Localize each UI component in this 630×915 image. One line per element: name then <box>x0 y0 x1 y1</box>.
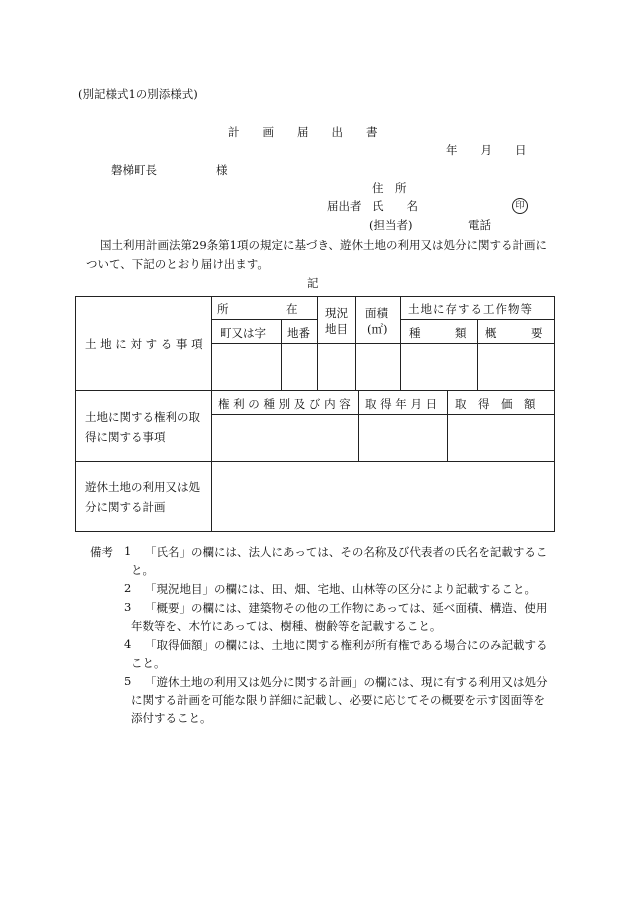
note-2-line-1: 「現況地目」の欄には、田、畑、宅地、山林等の区分により記載すること。 <box>145 582 536 596</box>
name-label: 氏 名 <box>372 199 418 213</box>
area-header-2: (㎡) <box>367 322 388 336</box>
notes-label: 備考 <box>90 545 113 559</box>
addressee: 磐梯町長 <box>111 163 157 177</box>
acquisition-price-header: 取 得 価 額 <box>455 397 536 411</box>
note-5-line-1: 「遊休土地の利用又は処分に関する計画」の欄には、現に有する利用又は処分 <box>145 675 548 689</box>
note-1-number: 1 <box>124 544 132 558</box>
land-section-label: 土 地 に 対 す る 事 項 <box>85 337 203 351</box>
note-4-line-1: 「取得価額」の欄には、土地に関する権利が所有権である場合にのみ記載する <box>145 638 548 652</box>
current-category-header-2: 地目 <box>325 322 348 336</box>
intro-line-2: ついて、下記のとおり届け出ます。 <box>86 257 269 271</box>
note-4-number: 4 <box>124 637 132 651</box>
note-5-line-2: に関する計画を可能な限り詳細に記載し、必要に応じてその概要を示す図面等を <box>131 693 545 707</box>
document-title: 計 画 届 出 書 <box>228 125 378 139</box>
plan-section-label-2: 分に関する計画 <box>85 500 166 514</box>
form-table <box>75 296 555 532</box>
ki-label: 記 <box>307 276 319 290</box>
location-header: 所 在 <box>217 302 298 316</box>
current-category-header-1: 現況 <box>325 306 348 320</box>
note-3-line-1: 「概要」の欄には、建築物その他の工作物にあっては、延べ面積、構造、使用 <box>145 601 548 615</box>
note-1-line-1: 「氏名」の欄には、法人にあっては、その名称及び代表者の氏名を記載するこ <box>145 545 548 559</box>
intro-line-1: 国土利用計画法第29条第1項の規定に基づき、遊休土地の利用又は処分に関する計画に <box>100 238 547 252</box>
rights-section-label-1: 土地に関する権利の取 <box>85 410 200 424</box>
note-5-number: 5 <box>124 674 132 688</box>
contact-label: (担当者) <box>369 218 413 232</box>
seal-mark: 印 <box>512 197 528 214</box>
area-header-1: 面積 <box>365 306 388 320</box>
note-4-line-2: こと。 <box>131 656 166 670</box>
applicant-role-label: 届出者 <box>327 199 362 213</box>
header-note: (別記様式1の別添様式) <box>78 87 198 101</box>
note-1-line-2: と。 <box>131 563 154 577</box>
date-label: 年 月 日 <box>446 143 527 157</box>
note-5-line-3: 添付すること。 <box>131 711 212 725</box>
town-header: 町又は字 <box>220 326 266 340</box>
plan-section-label-1: 遊休土地の利用又は処 <box>85 480 200 494</box>
kind-header: 種 類 <box>409 326 467 340</box>
address-label: 住 所 <box>372 181 407 195</box>
phone-label: 電話 <box>468 218 491 232</box>
acquisition-date-header: 取 得 年 月 日 <box>365 397 438 411</box>
structures-header: 土地に存する工作物等 <box>408 302 533 316</box>
rights-kind-header: 権 利 の 種 別 及 び 内 容 <box>218 397 351 411</box>
note-2-number: 2 <box>124 581 132 595</box>
addressee-suffix: 様 <box>216 163 228 177</box>
note-3-number: 3 <box>124 600 132 614</box>
note-3-line-2: 年数等を、木竹にあっては、樹種、樹齢等を記載すること。 <box>131 619 442 633</box>
lot-header: 地番 <box>287 326 310 340</box>
summary-header: 概 要 <box>485 326 543 340</box>
rights-section-label-2: 得に関する事項 <box>85 430 166 444</box>
